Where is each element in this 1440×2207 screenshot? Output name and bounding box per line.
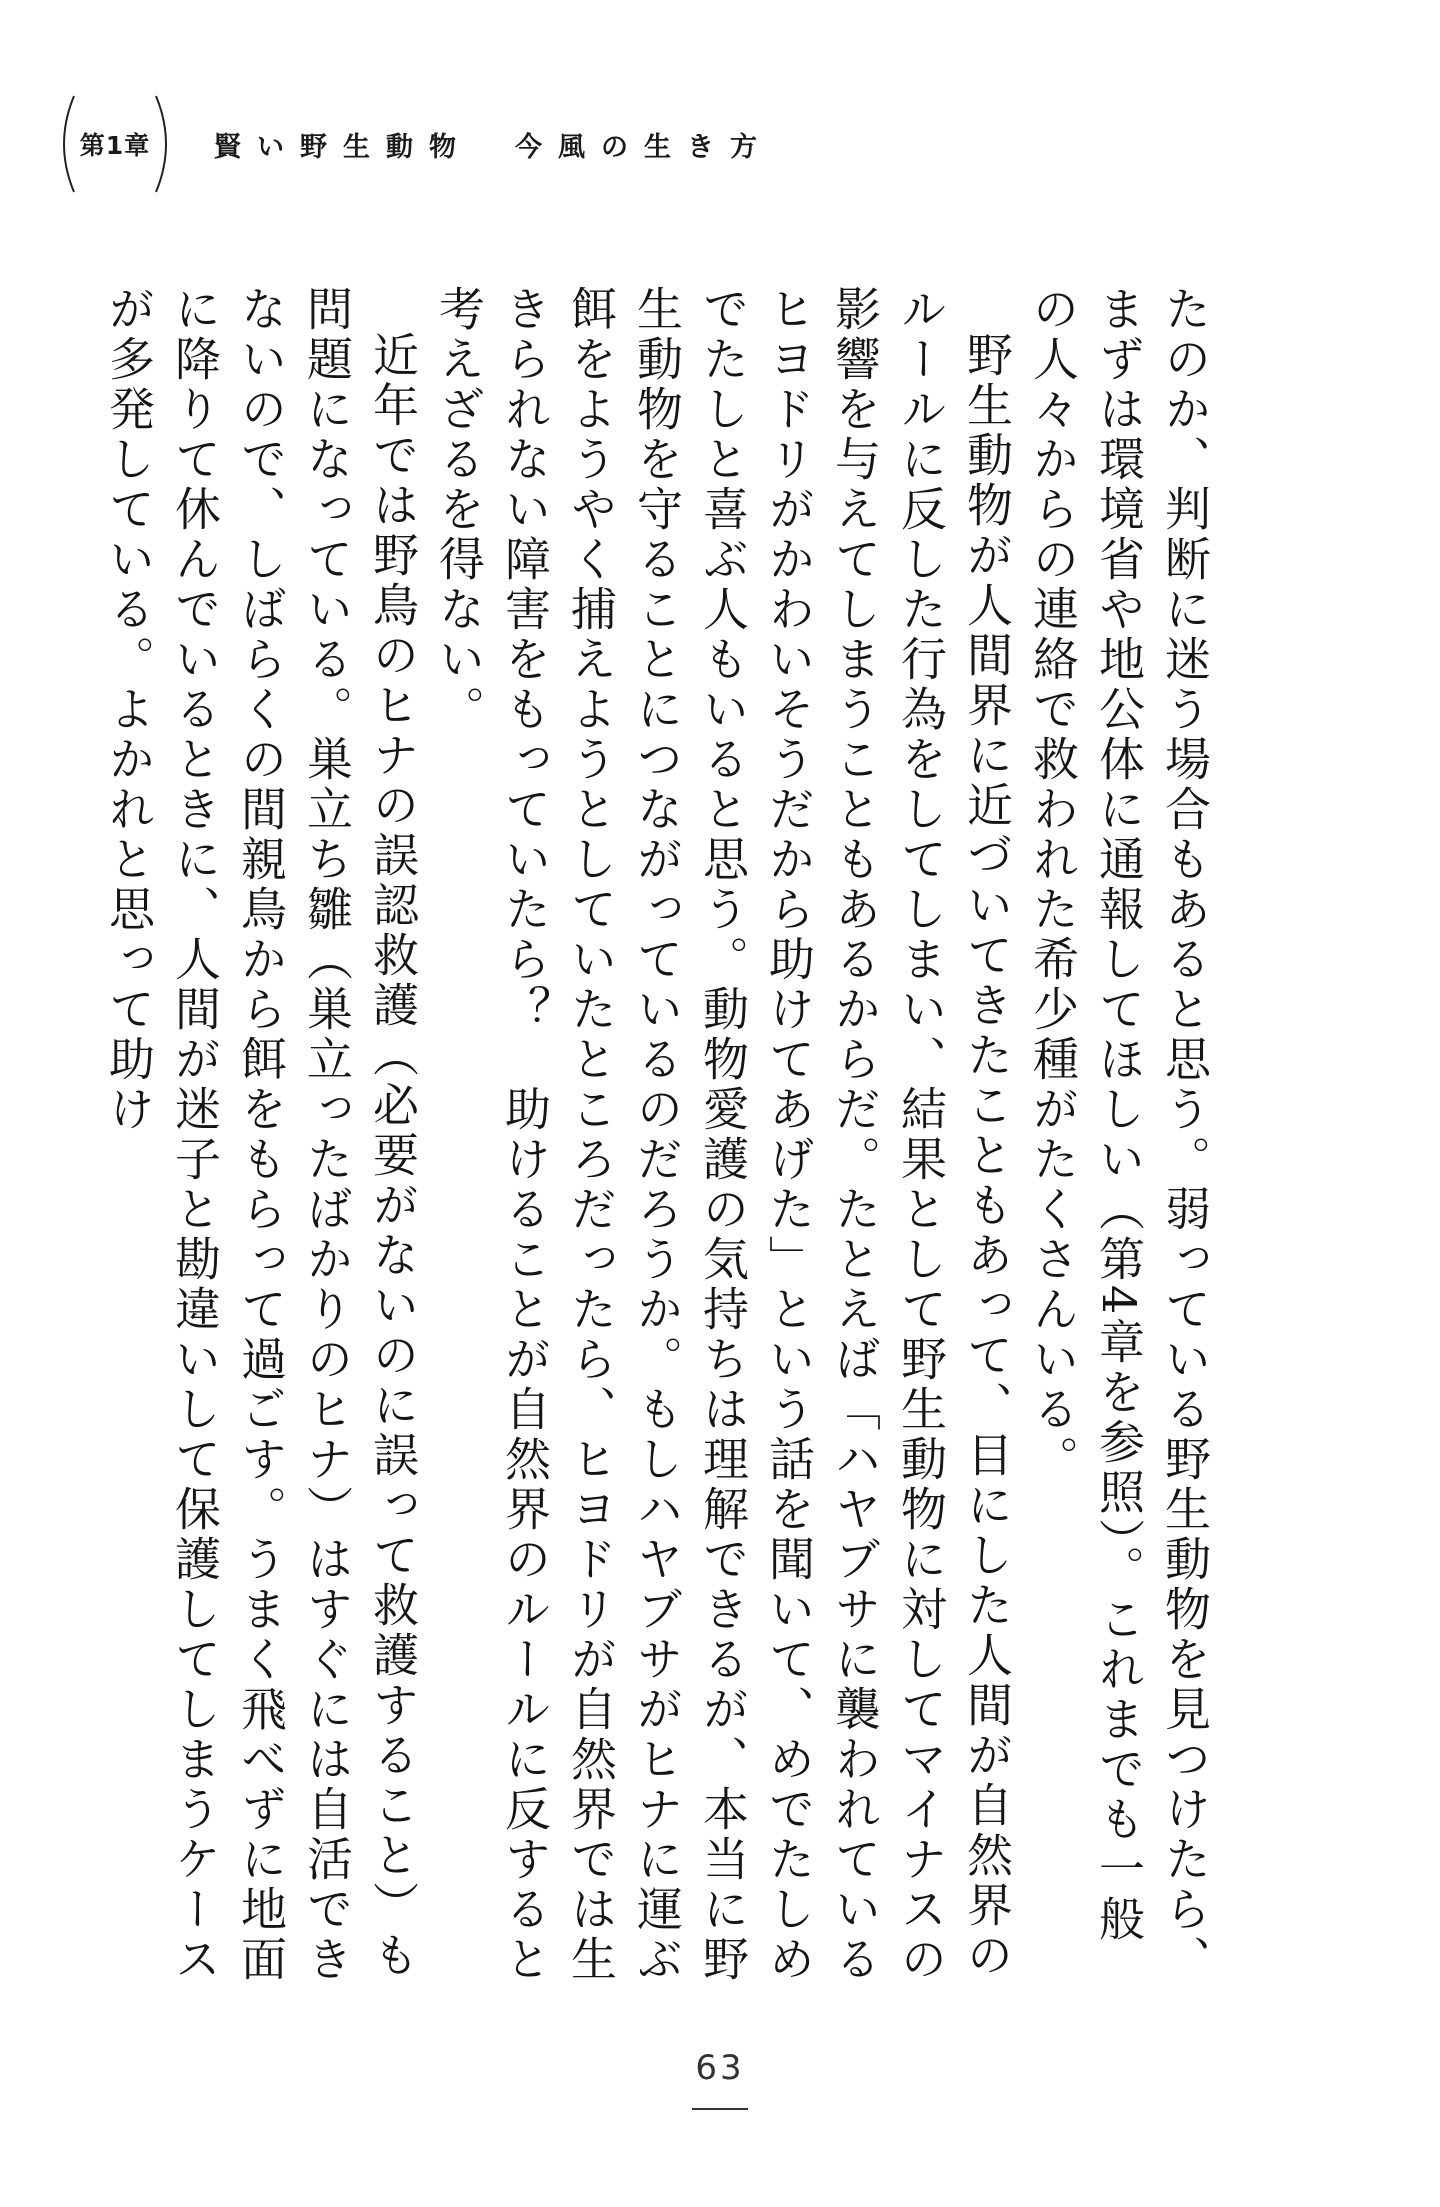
- chapter-badge: [48, 92, 182, 196]
- chapter-title: 賢い野生動物 今風の生き方: [214, 131, 773, 163]
- page-number-rule: [692, 2108, 748, 2110]
- paragraph: 近年では野鳥のヒナの誤認救護（必要がないのに誤って救護すること）も問題になっている。巣立ち雛（巣立ったばかりのヒナ）はすぐには自活できないので、しばらくの間親鳥から餌をもらって過ごす。うまく飛べずに地面に降りて休んでいるときに、人間が迷子と勘違いして保護してしまうケースが多発している。よかれと思って助け: [102, 285, 420, 1985]
- paragraph: たのか、判断に迷う場合もあると思う。弱っている野生動物を見つけたら、まずは環境省や地公体に通報してほしい（第4章を参照）。これまでも一般の人々からの連絡で救われた希少種がたくさんいる。: [1026, 285, 1212, 1985]
- body-text: [96, 285, 1218, 1995]
- page-number: 63: [695, 2048, 745, 2088]
- chapter-label: 第1章: [79, 131, 151, 160]
- paragraph: 野生動物が人間界に近づいてきたこともあって、目にした人間が自然界のルールに反した行為をしてしまい、結果として野生動物に対してマイナスの影響を与えてしまうこともあるからだ。たとえば「ハヤブサに襲われているヒヨドリがかわいそうだから助けてあげた」という話を聞いて、めでたしめでたしと喜ぶ人もいると思う。動物愛護の気持ちは理解できるが、本当に野生動物を守ることにつながっているのだろうか。もしハヤブサがヒナに運ぶ餌をようやく捕えようとしていたところだったら、ヒヨドリが自然界では生きられない障害をもっていたら？ 助けることが自然界のルールに反すると考えざるを得ない。: [432, 285, 1014, 1985]
- running-header: [48, 92, 773, 196]
